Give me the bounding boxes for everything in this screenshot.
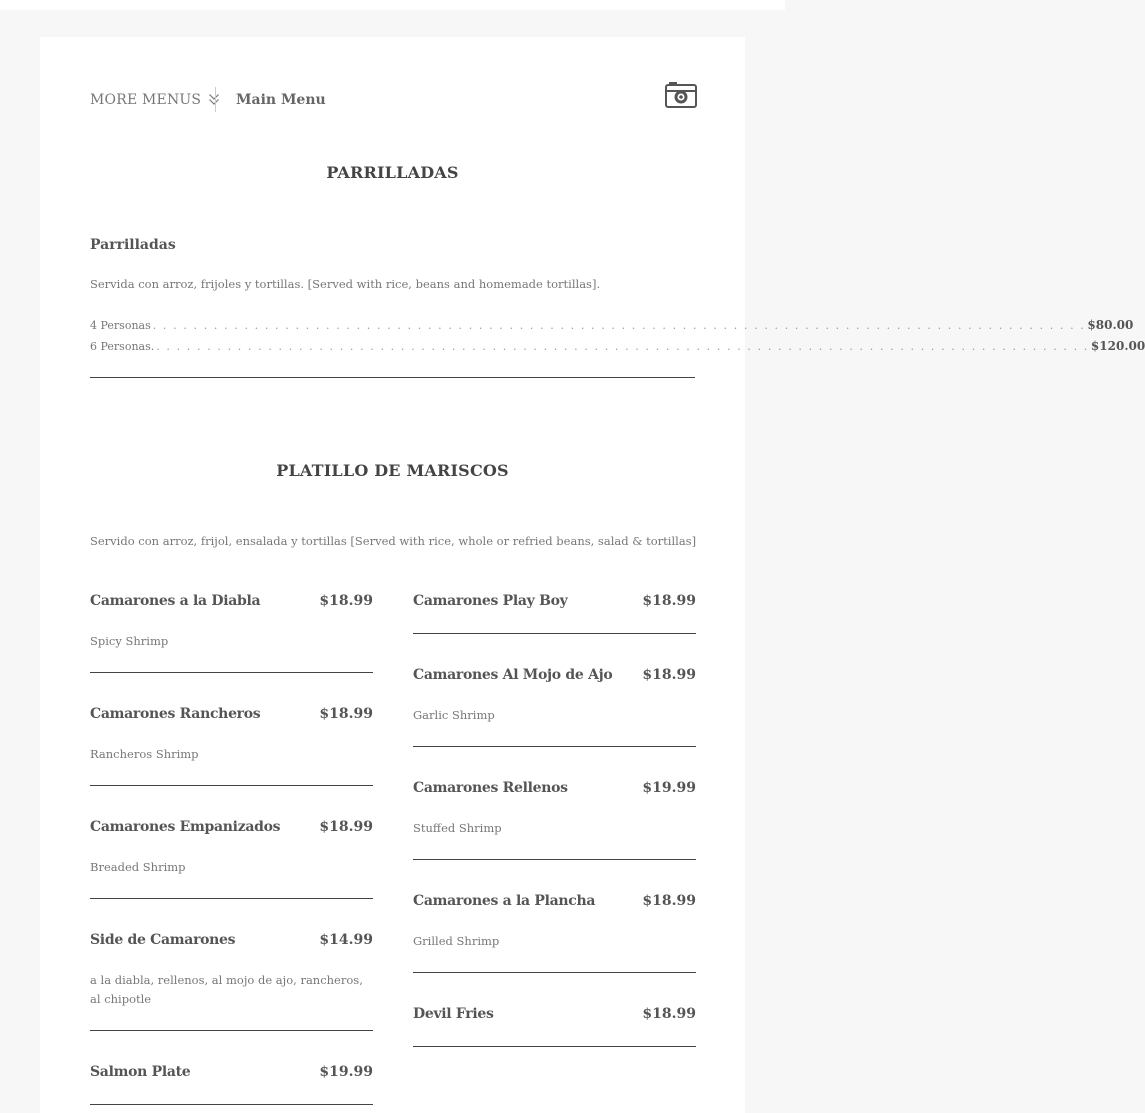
main-menu-label: Main Menu: [236, 92, 326, 108]
item-divider: [413, 633, 696, 634]
menu-item-price: $18.99: [319, 706, 373, 722]
menu-item-name: Salmon Plate: [90, 1064, 191, 1080]
mariscos-description: Servido con arroz, frijol, ensalada y tortillas [Served with rice, whole or refried beans, salad & tortillas]: [90, 534, 697, 548]
nav-divider: [215, 87, 216, 112]
menu-item-description: Grilled Shrimp: [413, 934, 500, 948]
more-menus-dropdown[interactable]: [90, 89, 220, 111]
menu-item-description: a la diabla, rellenos, al mojo de ajo, rancheros, al chipotle: [90, 973, 363, 1006]
dot-leader: . . . . . . . . . . . . . . . . . . . . . . . . . . . . . . . . . . . . . . . . . . . . . . . . . . . . . . . . . . . . . . . . . . . . . . . . . . . . . . . . . . . . . . . . . . . .: [156, 340, 1089, 353]
price-row-price: $80.00: [1087, 318, 1134, 332]
price-row-price: $120.00: [1090, 339, 1145, 353]
item-divider: [90, 1030, 373, 1031]
main-menu-link[interactable]: [236, 89, 326, 111]
menu-page: [40, 37, 1145, 1113]
item-divider: [90, 785, 373, 786]
menu-nav: [90, 89, 695, 119]
menu-item-description: Breaded Shrimp: [90, 860, 186, 874]
menu-item-name: Camarones Al Mojo de Ajo: [413, 667, 613, 683]
menu-item-price: $18.99: [642, 893, 696, 909]
menu-item-description: Rancheros Shrimp: [90, 747, 199, 761]
menu-item-price: $18.99: [642, 1006, 696, 1022]
item-divider: [413, 972, 696, 973]
menu-item-price: $19.99: [319, 1064, 373, 1080]
item-divider: [413, 746, 696, 747]
menu-item-price: $18.99: [319, 819, 373, 835]
menu-item-name: Camarones Empanizados: [90, 819, 281, 835]
menu-item-name: Camarones a la Plancha: [413, 893, 596, 909]
menu-item-description: Garlic Shrimp: [413, 708, 495, 722]
item-divider: [90, 898, 373, 899]
more-menus-label: MORE MENUS: [90, 92, 202, 108]
price-row-label: 6 Personas.: [90, 340, 155, 353]
camera-icon[interactable]: [665, 81, 697, 109]
item-divider: [90, 1104, 373, 1105]
menu-item-name: Devil Fries: [413, 1006, 494, 1022]
menu-item-name: Side de Camarones: [90, 932, 236, 948]
item-divider: [413, 1046, 696, 1047]
section-title-mariscos: PLATILLO DE MARISCOS: [276, 461, 509, 480]
section-title-parrilladas: PARRILLADAS: [326, 163, 459, 182]
price-row: [90, 318, 1134, 336]
price-row: [90, 339, 1145, 357]
menu-item-name: Camarones Rancheros: [90, 706, 261, 722]
menu-item-description: Spicy Shrimp: [90, 634, 169, 648]
menu-item-price: $14.99: [319, 932, 373, 948]
section-divider: [90, 377, 695, 378]
subsection-title-parrilladas: Parrilladas: [90, 237, 176, 253]
menu-item-name: Camarones Play Boy: [413, 593, 568, 609]
menu-item-price: $18.99: [642, 593, 696, 609]
menu-item-name: Camarones Rellenos: [413, 780, 568, 796]
item-divider: [90, 672, 373, 673]
menu-item-price: $18.99: [642, 667, 696, 683]
top-strip: [0, 0, 785, 10]
menu-item-price: $18.99: [319, 593, 373, 609]
menu-item-price: $19.99: [642, 780, 696, 796]
price-row-label: 4 Personas: [90, 319, 151, 332]
menu-item-name: Camarones a la Diabla: [90, 593, 261, 609]
item-divider: [413, 859, 696, 860]
parrilladas-description: Servida con arroz, frijoles y tortillas. [Served with rice, beans and homemade tortillas].: [90, 277, 601, 291]
dot-leader: . . . . . . . . . . . . . . . . . . . . . . . . . . . . . . . . . . . . . . . . . . . . . . . . . . . . . . . . . . . . . . . . . . . . . . . . . . . . . . . . . . . . . . . . . . . .: [152, 319, 1086, 332]
menu-item-description: Stuffed Shrimp: [413, 821, 502, 835]
